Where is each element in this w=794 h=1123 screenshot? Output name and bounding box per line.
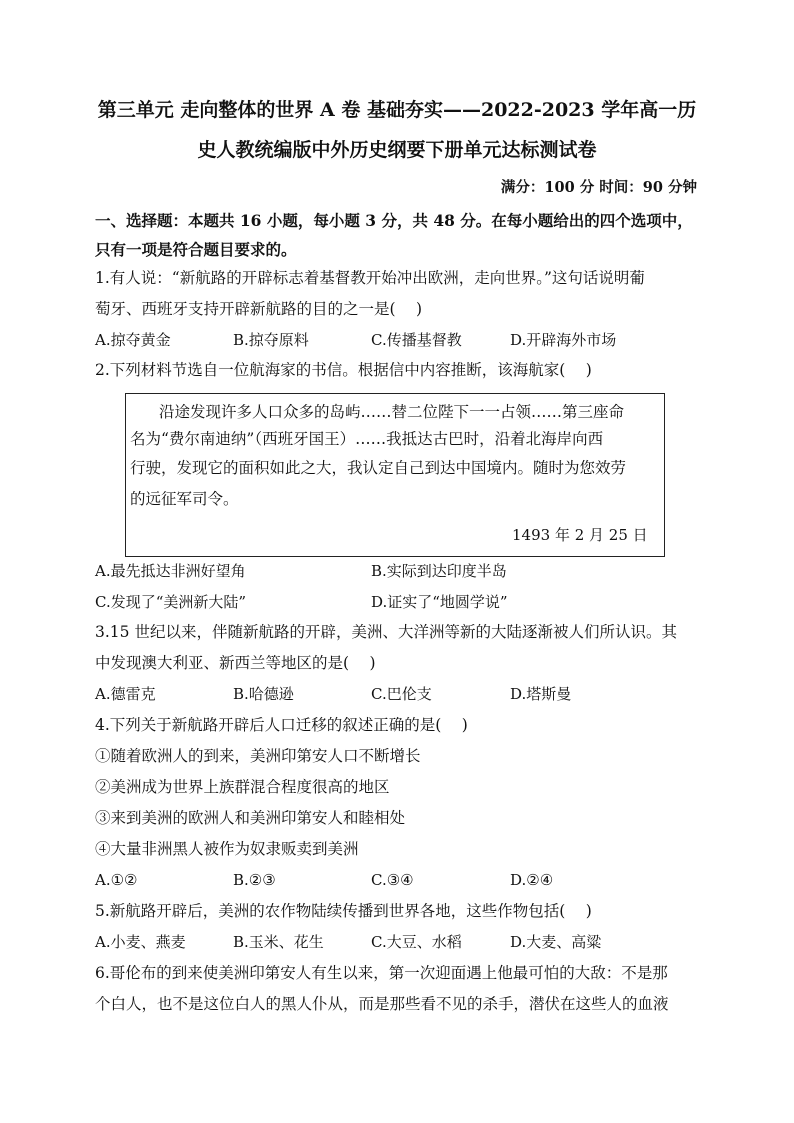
exam-title-line1: 第三单元 走向整体的世界 A 卷 基础夯实——2022-2023 学年高一历 bbox=[97, 99, 697, 121]
q2-option-a: A.最先抵达非洲好望角 bbox=[95, 562, 246, 580]
q2-quote-date: 1493 年 2 月 25 日 bbox=[512, 526, 648, 544]
q1-stem-line2: 萄牙、西班牙支持开辟新航路的目的之一是( ) bbox=[95, 300, 423, 318]
q4-statement-1: ①随着欧洲人的到来，美洲印第安人口不断增长 bbox=[95, 747, 421, 765]
q3-option-d: D.塔斯曼 bbox=[510, 685, 572, 703]
q2-option-d: D.证实了“地圆学说” bbox=[371, 593, 508, 611]
q5-option-c: C.大豆、水稻 bbox=[371, 933, 462, 951]
q1-option-b: B.掠夺原料 bbox=[233, 331, 309, 349]
q2-quote-box bbox=[125, 393, 665, 557]
q2-option-b: B.实际到达印度半岛 bbox=[371, 562, 507, 580]
q4-option-a: A.①② bbox=[95, 871, 138, 889]
section-instructions: 一、选择题：本题共 16 小题，每小题 3 分，共 48 分。在每小题给出的四个选项中，只有一项是符合题目要求的。 bbox=[95, 211, 693, 259]
q1-stem-line1: 1.有人说：“新航路的开辟标志着基督教开始冲出欧洲，走向世界。”这句话说明葡 bbox=[95, 269, 645, 287]
q6-stem-line2: 个白人，也不是这位白人的黑人仆从，而是那些看不见的杀手，潜伏在这些人的血液 bbox=[95, 995, 669, 1013]
q5-option-b: B.玉米、花生 bbox=[233, 933, 324, 951]
q3-stem-line1: 3.15 世纪以来，伴随新航路的开辟，美洲、大洋洲等新的大陆逐渐被人们所认识。其 bbox=[95, 623, 677, 641]
q3-option-c: C.巴伦支 bbox=[371, 685, 432, 703]
q1-option-d: D.开辟海外市场 bbox=[510, 331, 617, 349]
q4-option-b: B.②③ bbox=[233, 871, 276, 889]
q5-option-a: A.小麦、燕麦 bbox=[95, 933, 186, 951]
exam-title-line2: 史人教统编版中外历史纲要下册单元达标测试卷 bbox=[197, 139, 597, 161]
q4-stem-line1: 4.下列关于新航路开辟后人口迁移的叙述正确的是( ) bbox=[95, 716, 468, 734]
q1-option-a: A.掠夺黄金 bbox=[95, 331, 171, 349]
q4-statement-3: ③来到美洲的欧洲人和美洲印第安人和睦相处 bbox=[95, 809, 406, 827]
q3-option-b: B.哈德逊 bbox=[233, 685, 294, 703]
q2-quote-line4: 的远征军司令。 bbox=[130, 490, 239, 508]
q4-option-c: C.③④ bbox=[371, 871, 414, 889]
q4-statement-4: ④大量非洲黑人被作为奴隶贩卖到美洲 bbox=[95, 840, 359, 858]
q3-option-a: A.德雷克 bbox=[95, 685, 156, 703]
q2-quote-line1: 沿途发现许多人口众多的岛屿……替二位陛下一一占领……第三座命 bbox=[159, 403, 625, 421]
q4-statement-2: ②美洲成为世界上族群混合程度很高的地区 bbox=[95, 778, 390, 796]
q1-option-c: C.传播基督教 bbox=[371, 331, 462, 349]
q2-stem-line1: 2.下列材料节选自一位航海家的书信。根据信中内容推断，该海航家( ) bbox=[95, 361, 592, 379]
exam-meta: 满分：100 分 时间：90 分钟 bbox=[500, 179, 697, 196]
q2-quote-line2: 名为“费尔南迪纳”（西班牙国王）……我抵达古巴时，沿着北海岸向西 bbox=[130, 430, 604, 448]
q2-quote-line3: 行驶，发现它的面积如此之大，我认定自己到达中国境内。随时为您效劳 bbox=[130, 459, 627, 477]
q5-stem-line1: 5.新航路开辟后，美洲的农作物陆续传播到世界各地，这些作物包括( ) bbox=[95, 902, 592, 920]
q4-option-d: D.②④ bbox=[510, 871, 554, 889]
q6-stem-line1: 6.哥伦布的到来使美洲印第安人有生以来，第一次迎面遇上他最可怕的大敌：不是那 bbox=[95, 964, 668, 982]
q3-stem-line2: 中发现澳大利亚、新西兰等地区的是( ) bbox=[95, 654, 376, 672]
q2-option-c: C.发现了“美洲新大陆” bbox=[95, 593, 247, 611]
q5-option-d: D.大麦、高粱 bbox=[510, 933, 602, 951]
